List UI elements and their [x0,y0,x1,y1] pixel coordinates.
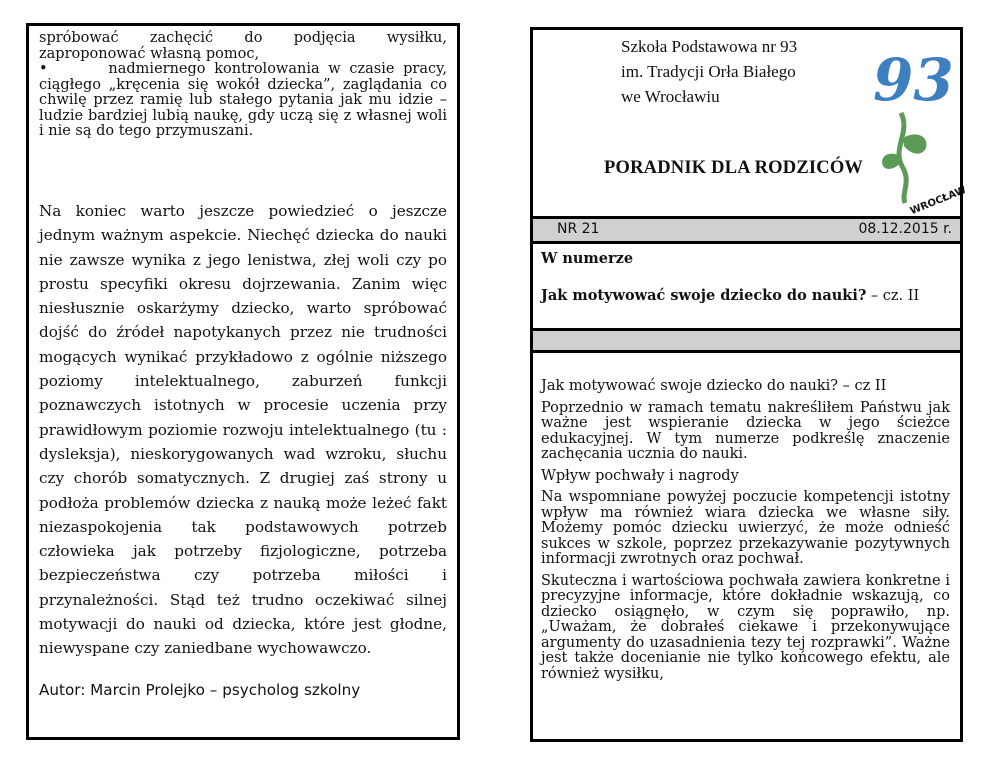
logo-number: 93 [873,46,954,114]
article-subheading: Wpływ pochwały i nagrody [541,467,739,484]
school-line: Szkoła Podstawowa nr 93 [621,37,798,56]
article-paragraph: Poprzednio w ramach tematu nakreśliłem Państwu jak ważne jest wspieranie dziecka w jego ścieżce edukacyjnej. W tym numerze podkreślę znaczenie zachęcania ucznia do nauki. [541,399,950,462]
in-issue-item [541,287,919,304]
issue-date: 08.12.2015 r. [858,221,952,237]
logo-text: WROCŁAW [908,184,968,218]
left-top-text [39,31,447,140]
article-paragraph: Na wspomniane powyżej poczucie kompetencji istotny wpływ ma również wiara dziecka we własne siły. Możemy pomóc dziecku uwierzyć, że może odnieść sukces w szkole, poprzez przekazywanie pozytywnych informacji zwrotnych oraz pochwał. [541,489,950,567]
article-body [541,379,950,688]
issue-bar [533,219,960,244]
bullet-marker: • [39,61,48,77]
author-line: Autor: Marcin Prolejko – psycholog szkolny [39,681,361,699]
logo-leaf [882,154,901,169]
logo-leaf [903,134,926,153]
right-page [530,27,968,742]
article-paragraph: Skuteczna i wartościowa pochwała zawiera konkretne i precyzyjne informacje, które dokładnie wskazują, co dziecko osiągnęło, w czym się poprawiło, np. „Uważam, że dobrałeś ciekawe i przekonywujące argumenty do uzasadnienia tezy tej rozprawki”. Ważne jest także docenianie nie tylko końcowego efektu, ale również wysiłku, [541,572,950,682]
in-issue-box [533,244,960,331]
left-top-paragraph: spróbować zachęcić do podjęcia wysiłku, zaproponować własną pomoc, [39,30,447,62]
left-main-paragraph: Na koniec warto jeszcze powiedzieć o jeszcze jednym ważnym aspekcie. Niechęć dziecka do nauki nie zawsze wynika z jego lenistwa, złej woli czy po prostu specyfiki okresu dojrzewania. Zanim więc niesłusznie oskarżymy dziecko, warto spróbować dojść do źródeł napotykanych przez nie trudności mogących wynikać przykładowo z ogólnie niższego poziomy intelektualnego, zaburzeń funkcji poznawczych istotnych w procesie uczenia przy prawidłowym poziomie rozwoju intelektualnego (tu : dysleksja), nieskorygowanych wad wzroku, słuchu czy chorób somatycznych. Z drugiej zaś strony u podłoża problemów dziecka z nauką może leżeć fakt niezaspokojenia tak podstawowych potrzeb człowieka jak potrzeby fizjologiczne, potrzeba bezpieczeństwa czy potrzeba miłości i przynależności. Stąd też trudno oczekiwać silnej motywacji do nauki od dziecka, które jest głodne, niewyspane czy zaniedbane wychowawczo. [39,202,447,658]
left-main-text [39,199,447,661]
in-issue-item-suffix: – cz. II [866,288,920,304]
school-line: im. Tradycji Orła Białego [621,62,796,81]
bullet-text: nadmiernego kontrolowania w czasie pracy, ciągłego „kręcenia się wokół dziecka”, zaglądania co chwilę przez ramię lub stałego pytania jak mu idzie – ludzie bardziej lubią naukę, gdy uczą się z własnej woli i nie są do tego przymuszani. [39,61,448,139]
guide-title: PORADNIK DLA RODZICÓW [604,158,864,178]
left-page [26,23,460,740]
in-issue-heading: W numerze [541,250,634,267]
school-name-block [621,34,797,109]
article-title: Jak motywować swoje dziecko do nauki? – cz II [541,378,887,394]
school-logo [871,38,968,218]
school-line: we Wrocławiu [621,87,720,106]
issue-number: NR 21 [557,221,600,237]
left-bullet-paragraph [39,62,447,140]
separator-bar [533,331,960,353]
in-issue-item-title: Jak motywować swoje dziecko do nauki? [541,287,867,304]
newsletter-header [533,30,968,219]
